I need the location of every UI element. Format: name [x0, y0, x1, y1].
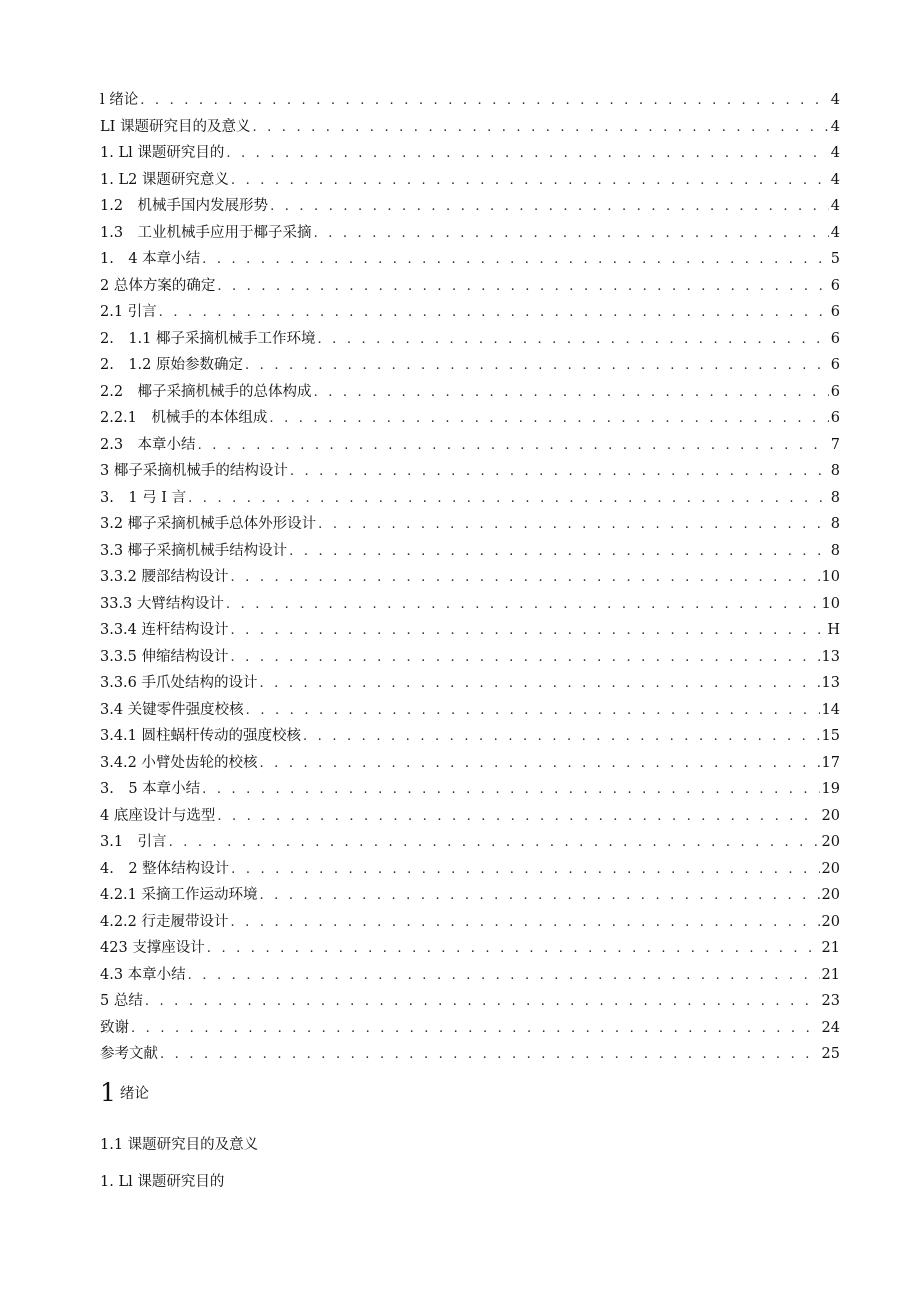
toc-dot-leader — [246, 698, 820, 725]
toc-dot-leader — [290, 459, 829, 486]
toc-page-number: 4 — [830, 224, 840, 241]
toc-page-number: 8 — [830, 516, 840, 532]
toc-entry-title: 2. 1.1 椰子采摘机械手工作环境 — [100, 330, 316, 347]
toc-page-number: 23 — [821, 993, 840, 1009]
toc-entry[interactable] — [100, 935, 840, 962]
toc-entry[interactable] — [100, 220, 840, 247]
toc-page-number: 13 — [821, 675, 840, 691]
toc-entry-title: 4 底座设计与选型 — [100, 807, 216, 824]
toc-page-number: 25 — [821, 1046, 840, 1062]
toc-dot-leader — [260, 671, 820, 698]
toc-entry-title: 2.2.1 机械手的本体组成 — [100, 410, 268, 426]
toc-entry[interactable] — [100, 326, 840, 353]
toc-dot-leader — [202, 247, 829, 274]
toc-dot-leader — [217, 804, 819, 831]
toc-page-number: 6 — [830, 410, 840, 426]
toc-entry[interactable] — [100, 299, 840, 326]
toc-dot-leader — [289, 539, 829, 566]
toc-page-number: 15 — [821, 728, 840, 744]
toc-entry[interactable] — [100, 564, 840, 591]
toc-entry[interactable] — [100, 1015, 840, 1042]
toc-entry[interactable] — [100, 87, 840, 114]
toc-entry-title: 3 椰子采摘机械手的结构设计 — [100, 463, 288, 479]
toc-dot-leader — [169, 830, 820, 857]
chapter-heading — [100, 1078, 149, 1107]
toc-page-number: 24 — [821, 1019, 840, 1036]
toc-entry[interactable] — [100, 803, 840, 830]
toc-entry[interactable] — [100, 379, 840, 406]
toc-dot-leader — [269, 406, 828, 433]
toc-dot-leader — [231, 645, 820, 672]
toc-entry-title: 3.4.2 小臂处齿轮的校核 — [100, 754, 258, 771]
toc-entry[interactable] — [100, 485, 840, 512]
toc-page-number: 6 — [830, 330, 840, 347]
toc-entry[interactable] — [100, 432, 840, 459]
toc-page-number: 4 — [830, 145, 840, 161]
toc-entry[interactable] — [100, 644, 840, 671]
toc-page-number: 21 — [821, 940, 840, 956]
toc-dot-leader — [231, 168, 829, 195]
toc-page-number: 4 — [830, 118, 840, 135]
toc-dot-leader — [145, 989, 820, 1016]
toc-page-number: 13 — [821, 648, 840, 665]
toc-entry[interactable] — [100, 882, 840, 909]
toc-entry-title: 3.4 关键零件强度校核 — [100, 701, 244, 718]
toc-page-number: H — [827, 622, 840, 638]
toc-page-number: 6 — [830, 383, 840, 400]
toc-entry-title: 2.2 椰子采摘机械手的总体构成 — [100, 383, 312, 400]
toc-page-number: 20 — [821, 834, 840, 850]
toc-page-number: 4 — [830, 92, 840, 108]
toc-entry-title: 33.3 大臂结构设计 — [100, 595, 224, 612]
toc-entry-title: 3.3.2 腰部结构设计 — [100, 569, 229, 585]
table-of-contents — [100, 87, 840, 1068]
toc-dot-leader — [226, 141, 828, 168]
toc-dot-leader — [231, 857, 819, 884]
chapter-number: 1 — [100, 1078, 116, 1107]
toc-entry-title: 1. Ll 课题研究目的 — [100, 145, 225, 161]
toc-entry-title: 3.3 椰子采摘机械手结构设计 — [100, 542, 288, 559]
toc-entry[interactable] — [100, 856, 840, 883]
toc-entry[interactable] — [100, 167, 840, 194]
toc-entry-title: 4.2.1 采摘工作运动环境 — [100, 887, 258, 903]
toc-entry-title: LI 课题研究目的及意义 — [100, 118, 251, 135]
toc-entry[interactable] — [100, 405, 840, 432]
toc-entry-title: 1.2 机械手国内发展形势 — [100, 198, 269, 214]
toc-page-number: 20 — [821, 913, 840, 930]
toc-dot-leader — [260, 883, 820, 910]
chapter-title: 绪论 — [119, 1086, 149, 1102]
toc-entry-title: 2. 1.2 原始参数确定 — [100, 357, 244, 373]
toc-entry[interactable] — [100, 776, 840, 803]
toc-page-number: 20 — [821, 860, 840, 877]
toc-entry[interactable] — [100, 140, 840, 167]
toc-dot-leader — [318, 327, 829, 354]
toc-entry-title: 3.3.5 伸缩结构设计 — [100, 648, 229, 665]
toc-entry-title: 参考文献 — [100, 1046, 158, 1062]
toc-entry-title: 4.2.2 行走履带设计 — [100, 913, 229, 930]
toc-dot-leader — [245, 353, 829, 380]
toc-dot-leader — [140, 88, 829, 115]
toc-entry[interactable] — [100, 750, 840, 777]
toc-entry-title: 3.3.4 连杆结构设计 — [100, 622, 229, 638]
toc-dot-leader — [160, 1042, 820, 1069]
toc-page-number: 8 — [830, 463, 840, 479]
toc-entry-title: 3. 5 本章小结 — [100, 781, 201, 797]
toc-dot-leader — [226, 592, 820, 619]
toc-entry[interactable] — [100, 829, 840, 856]
subsection-heading: 1. Ll 课题研究目的 — [100, 1174, 225, 1190]
toc-dot-leader — [231, 565, 820, 592]
toc-page-number: 7 — [830, 436, 840, 453]
toc-entry-title: 3.4.1 圆柱蜗杆传动的强度校核 — [100, 728, 302, 744]
toc-dot-leader — [260, 751, 820, 778]
toc-entry-title: 3.1 引言 — [100, 834, 167, 850]
toc-entry[interactable] — [100, 114, 840, 141]
toc-entry[interactable] — [100, 193, 840, 220]
toc-dot-leader — [202, 777, 819, 804]
toc-entry-title: 2 总体方案的确定 — [100, 277, 216, 294]
toc-entry[interactable] — [100, 670, 840, 697]
toc-entry[interactable] — [100, 988, 840, 1015]
toc-dot-leader — [231, 910, 820, 937]
toc-entry-title: 3.2 椰子采摘机械手总体外形设计 — [100, 516, 317, 532]
toc-entry-title: 2.1 引言 — [100, 304, 157, 320]
toc-entry[interactable] — [100, 591, 840, 618]
toc-dot-leader — [318, 512, 829, 539]
toc-page-number: 8 — [830, 542, 840, 559]
toc-page-number: 4 — [830, 198, 840, 214]
toc-dot-leader — [270, 194, 829, 221]
toc-page-number: 19 — [821, 781, 840, 797]
toc-entry-title: 1. L2 课题研究意义 — [100, 171, 229, 188]
toc-entry[interactable] — [100, 723, 840, 750]
toc-page-number: 21 — [821, 966, 840, 983]
toc-entry-title: 致谢 — [100, 1019, 129, 1036]
toc-dot-leader — [188, 486, 829, 513]
toc-page-number: 17 — [821, 754, 840, 771]
toc-entry[interactable] — [100, 458, 840, 485]
toc-entry[interactable] — [100, 511, 840, 538]
toc-entry-title: l 绪论 — [100, 92, 139, 108]
toc-entry[interactable] — [100, 246, 840, 273]
toc-dot-leader — [188, 963, 820, 990]
toc-page-number: 6 — [830, 357, 840, 373]
toc-page-number: 8 — [830, 489, 840, 506]
toc-page-number: 4 — [830, 171, 840, 188]
toc-page-number: 14 — [821, 701, 840, 718]
toc-dot-leader — [303, 724, 820, 751]
toc-dot-leader — [198, 433, 829, 460]
toc-page-number: 5 — [830, 251, 840, 267]
toc-dot-leader — [231, 618, 826, 645]
toc-entry-title: 3. 1 弓 I 言 — [100, 489, 187, 506]
toc-page-number: 6 — [830, 277, 840, 294]
toc-page-number: 10 — [821, 595, 840, 612]
toc-dot-leader — [131, 1016, 820, 1043]
toc-dot-leader — [314, 221, 829, 248]
toc-entry-title: 5 总结 — [100, 993, 143, 1009]
toc-dot-leader — [252, 115, 828, 142]
toc-entry[interactable] — [100, 962, 840, 989]
toc-dot-leader — [207, 936, 820, 963]
toc-entry-title: 423 支撑座设计 — [100, 940, 205, 956]
toc-dot-leader — [159, 300, 829, 327]
toc-entry[interactable] — [100, 909, 840, 936]
toc-entry[interactable] — [100, 1041, 840, 1068]
toc-entry[interactable] — [100, 697, 840, 724]
toc-entry-title: 4.3 本章小结 — [100, 966, 186, 983]
toc-page-number: 20 — [821, 887, 840, 903]
toc-dot-leader — [217, 274, 828, 301]
toc-entry-title: 1.3 工业机械手应用于椰子采摘 — [100, 224, 312, 241]
toc-entry[interactable] — [100, 273, 840, 300]
toc-page-number: 10 — [821, 569, 840, 585]
toc-page-number: 20 — [821, 807, 840, 824]
toc-entry-title: 3.3.6 手爪处结构的设计 — [100, 675, 258, 691]
toc-entry[interactable] — [100, 617, 840, 644]
toc-dot-leader — [314, 380, 829, 407]
toc-page-number: 6 — [830, 304, 840, 320]
toc-entry-title: 4. 2 整体结构设计 — [100, 860, 230, 877]
toc-entry-title: 1. 4 本章小结 — [100, 251, 201, 267]
toc-entry[interactable] — [100, 538, 840, 565]
toc-entry[interactable] — [100, 352, 840, 379]
section-heading: 1.1 课题研究目的及意义 — [100, 1137, 259, 1153]
toc-entry-title: 2.3 本章小结 — [100, 436, 196, 453]
